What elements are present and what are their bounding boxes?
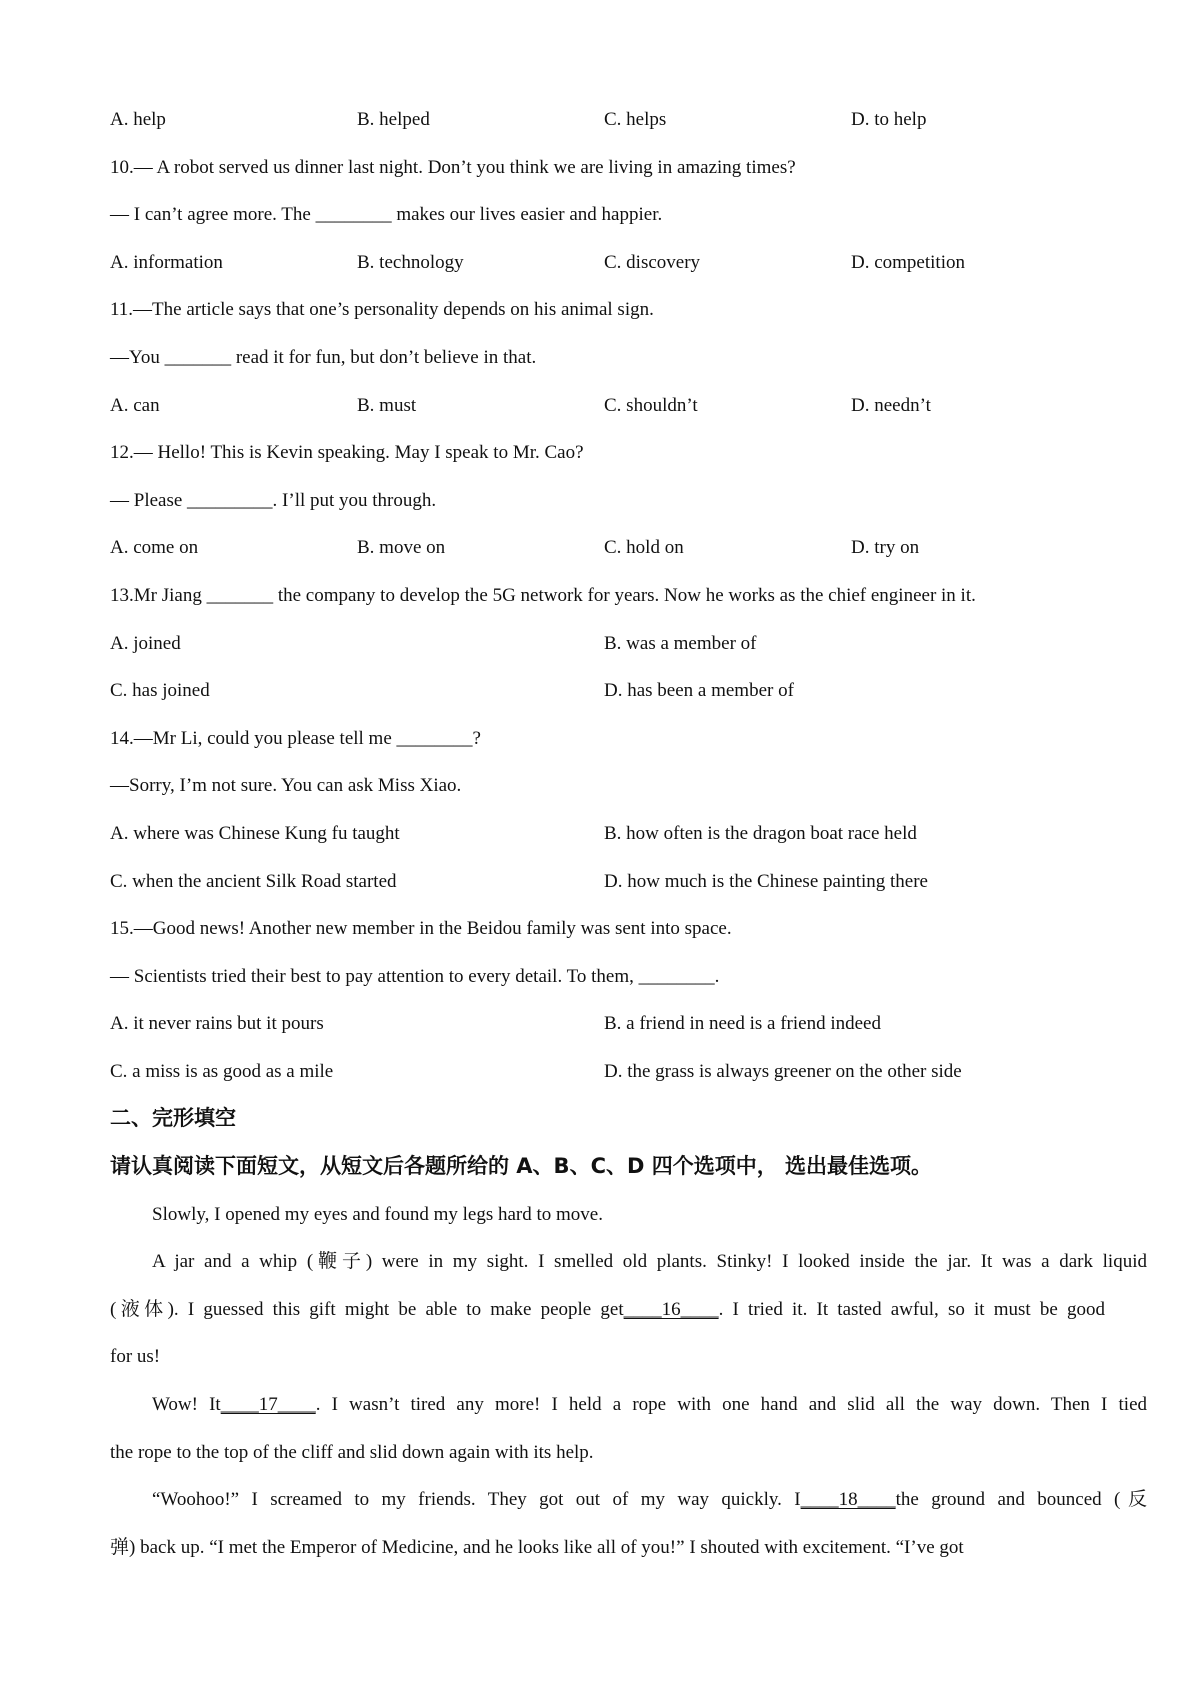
passage-paragraph-2-line-3: for us! bbox=[110, 1346, 161, 1368]
q14-option-d[interactable]: D. how much is the Chinese painting there bbox=[604, 870, 928, 892]
q10-option-c[interactable]: C. discovery bbox=[604, 251, 701, 273]
section-title: 二、完形填空 bbox=[110, 1106, 236, 1131]
passage-text: the ground and bounced (反 bbox=[895, 1489, 1147, 1511]
q12-option-d[interactable]: D. try on bbox=[851, 537, 920, 559]
q12-option-c[interactable]: C. hold on bbox=[604, 537, 684, 559]
passage-text: “Woohoo!” I screamed to my friends. They got out of my way quickly. I bbox=[152, 1489, 801, 1511]
q12-stem: 12.— Hello! This is Kevin speaking. May I speak to Mr. Cao? bbox=[110, 442, 584, 464]
q12-option-b[interactable]: B. move on bbox=[357, 537, 446, 559]
passage-text: Wow! It bbox=[152, 1394, 221, 1416]
q15-stem: 15.—Good news! Another new member in the Beidou family was sent into space. bbox=[110, 918, 732, 940]
q15-options-row1 bbox=[110, 1000, 1105, 1048]
q14-options-row2 bbox=[110, 858, 1105, 906]
blank-18[interactable]: ____18____ bbox=[800, 1489, 896, 1511]
q10-options bbox=[110, 239, 1105, 287]
q13-option-b[interactable]: B. was a member of bbox=[604, 632, 757, 654]
q9-option-c[interactable]: C. helps bbox=[604, 109, 667, 130]
passage-paragraph-2-line-2 bbox=[110, 1286, 1105, 1334]
q12-option-a[interactable]: A. come on bbox=[110, 537, 199, 559]
q9-option-a[interactable]: A. help bbox=[110, 109, 166, 130]
q12-options bbox=[110, 524, 1105, 572]
q14-reply: —Sorry, I’m not sure. You can ask Miss Xiao. bbox=[110, 775, 462, 797]
passage-paragraph-3-line-2: the rope to the top of the cliff and slid down again with its help. bbox=[110, 1441, 594, 1463]
q10-option-b[interactable]: B. technology bbox=[357, 251, 464, 273]
passage-text: (液体). I guessed this gift might be able to make people get bbox=[110, 1298, 624, 1320]
q13-option-d[interactable]: D. has been a member of bbox=[604, 680, 794, 702]
blank-17[interactable]: ____17____ bbox=[220, 1394, 316, 1416]
q15-options-row2 bbox=[110, 1048, 1105, 1096]
q12-reply: — Please _________. I’ll put you through. bbox=[110, 489, 437, 511]
q14-stem: 14.—Mr Li, could you please tell me ________? bbox=[110, 727, 481, 749]
q11-options bbox=[110, 382, 1105, 430]
q13-options-row2 bbox=[110, 667, 1105, 715]
passage-paragraph-4-line-1 bbox=[110, 1476, 1147, 1524]
q11-stem: 11.—The article says that one’s personality depends on his animal sign. bbox=[110, 299, 654, 321]
q10-option-a[interactable]: A. information bbox=[110, 251, 223, 273]
q9-option-b[interactable]: B. helped bbox=[357, 109, 430, 130]
q11-option-c[interactable]: C. shouldn’t bbox=[604, 394, 698, 416]
passage-paragraph-1: Slowly, I opened my eyes and found my legs hard to move. bbox=[152, 1203, 603, 1225]
q13-option-c[interactable]: C. has joined bbox=[110, 680, 210, 702]
q15-option-d[interactable]: D. the grass is always greener on the other side bbox=[604, 1060, 962, 1082]
passage-text: . I tried it. It tasted awful, so it must be good bbox=[718, 1298, 1105, 1320]
q14-option-b[interactable]: B. how often is the dragon boat race held bbox=[604, 822, 917, 844]
q15-option-a[interactable]: A. it never rains but it pours bbox=[110, 1013, 324, 1035]
q11-reply: —You _______ read it for fun, but don’t believe in that. bbox=[110, 346, 537, 368]
passage-text: . I wasn’t tired any more! I held a rope with one hand and slid all the way down. Then I tied bbox=[315, 1394, 1147, 1416]
q9-option-d[interactable]: D. to help bbox=[851, 109, 927, 130]
q13-stem: 13.Mr Jiang _______ the company to develop the 5G network for years. Now he works as the chief engineer in it. bbox=[110, 584, 976, 606]
exam-page bbox=[110, 96, 1147, 1571]
q13-options-row1 bbox=[110, 620, 1105, 668]
q14-option-a[interactable]: A. where was Chinese Kung fu taught bbox=[110, 822, 400, 844]
q10-stem: 10.— A robot served us dinner last night. Don’t you think we are living in amazing times? bbox=[110, 156, 796, 178]
q14-options-row1 bbox=[110, 810, 1105, 858]
q13-option-a[interactable]: A. joined bbox=[110, 632, 181, 654]
blank-16[interactable]: ____16____ bbox=[623, 1298, 719, 1320]
passage-paragraph-2-line-1: A jar and a whip (鞭子) were in my sight. I smelled old plants. Stinky! I looked inside the jar. It was a dark liquid bbox=[152, 1251, 1147, 1273]
q9-options bbox=[110, 96, 1105, 144]
passage-paragraph-4-line-2: 弹) back up. “I met the Emperor of Medicine, and he looks like all of you!” I shouted with excitement. “I’ve got bbox=[110, 1536, 964, 1558]
q10-option-d[interactable]: D. competition bbox=[851, 251, 965, 273]
q11-option-d[interactable]: D. needn’t bbox=[851, 394, 931, 416]
q11-option-a[interactable]: A. can bbox=[110, 394, 160, 416]
q15-reply: — Scientists tried their best to pay attention to every detail. To them, ________. bbox=[110, 965, 720, 987]
passage-paragraph-3-line-1 bbox=[110, 1381, 1147, 1429]
q15-option-b[interactable]: B. a friend in need is a friend indeed bbox=[604, 1013, 881, 1035]
q15-option-c[interactable]: C. a miss is as good as a mile bbox=[110, 1060, 334, 1082]
section-instruction: 请认真阅读下面短文，从短文后各题所给的 A、B、C、D 四个选项中， 选出最佳选项。 bbox=[110, 1154, 933, 1179]
q14-option-c[interactable]: C. when the ancient Silk Road started bbox=[110, 870, 397, 892]
q10-reply: — I can’t agree more. The ________ makes our lives easier and happier. bbox=[110, 204, 663, 226]
q11-option-b[interactable]: B. must bbox=[357, 394, 417, 416]
